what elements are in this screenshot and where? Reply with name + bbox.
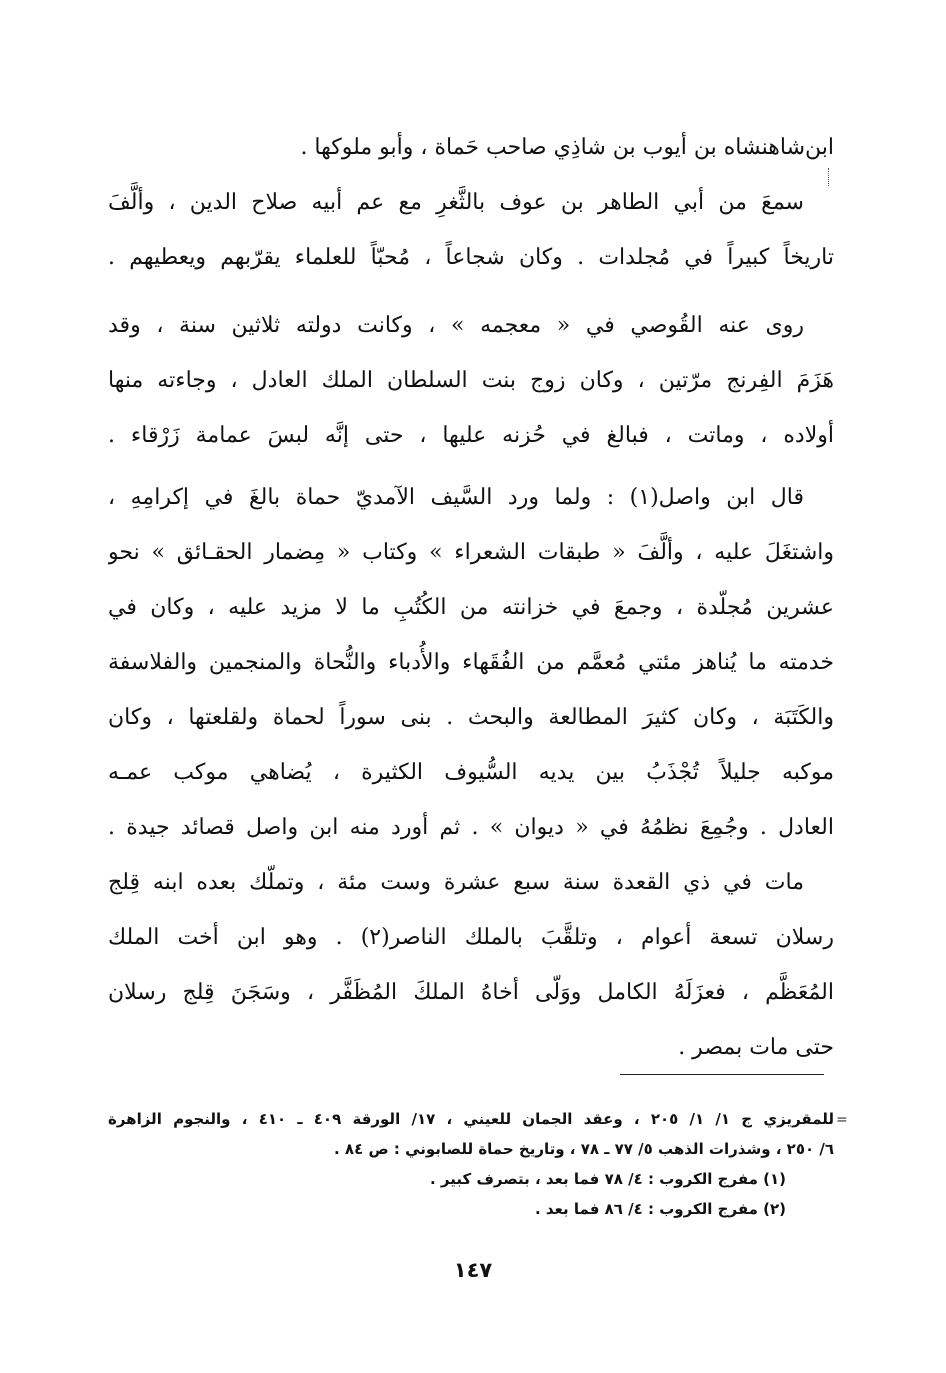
footnote-line: ٦/ ٢٥٠ ، وشذرات الذهب ٥/ ٧٧ ـ ٧٨ ، وتاريخ حماة للصابوني : ص ٨٤ . — [334, 1140, 834, 1158]
footnote-separator — [620, 1074, 824, 1075]
text-line: والكَتَبَة ، وكان كثيرَ المطالعة والبحث . بنى سوراً لحماة ولقلعتها ، وكان — [108, 705, 834, 730]
text-line: تاريخاً كبيراً في مُجلدات . وكان شجاعاً ، مُحبّاً للعلماء يقرّبهم ويعطيهم . — [108, 245, 834, 270]
footnote-line: (١) مفرج الكروب : ٤/ ٧٨ فما بعد ، بتصرف كبير . — [430, 1170, 786, 1188]
text-line: مات في ذي القعدة سنة سبع عشرة وست مئة ، وتملّك بعده ابنه قِلج — [108, 870, 804, 895]
footnotes — [108, 1104, 834, 1224]
text-line: خدمته ما يُناهز مئتي مُعمَّم من الفُقَهاء والأُدباء والنُّحاة والمنجمين والفلاسفة — [108, 650, 834, 675]
text-line: عشرين مُجلّدة ، وجمعَ في خزانته من الكُتُبِ ما لا مزيد عليه ، وكان في — [108, 595, 834, 620]
footnote-line: للمقريزي ج ١/ ١/ ٢٠٥ ، وعقد الجمان للعيني ، ١٧/ الورقة ٤٠٩ ـ ٤١٠ ، والنجوم الزاهرة — [108, 1110, 835, 1128]
text-line: سمعَ من أبي الطاهر بن عوف بالثَّغرِ مع عم أبيه صلاح الدين ، وألَّفَ — [108, 190, 804, 215]
text-line: هَزَمَ الفِرنج مرّتين ، وكان زوج بنت السلطان الملك العادل ، وجاءته منها — [108, 368, 834, 393]
paragraph-4 — [108, 855, 834, 1075]
text-line: روى عنه القُوصي في « معجمه » ، وكانت دولته ثلاثين سنة ، وقد — [108, 313, 804, 338]
footnote-line: (٢) مفرج الكروب : ٤/ ٨٦ فما بعد . — [534, 1200, 786, 1218]
footnote-continuation-marker: = — [836, 1112, 848, 1128]
text-line: أولاده ، وماتت ، فبالغ في حُزنه عليها ، حتى إنَّه لبسَ عمامة زَرْقاء . — [108, 423, 834, 448]
text-line: قال ابن واصل(١) : ولما ورد السَّيف الآمديّ حماة بالغَ في إكرامِهِ ، — [108, 485, 804, 510]
text-line: موكبه جليلاً تُجْذَبُ بين يديه السُّيوف الكثيرة ، يُضاهي موكب عمـه — [108, 760, 834, 785]
paragraph-1 — [108, 120, 834, 285]
paragraph-2 — [108, 298, 834, 463]
text-line: العادل . وجُمِعَ نظمُهُ في « ديوان » . ثم أورد منه ابن واصل قصائد جيدة . — [108, 815, 834, 840]
text-line: واشتغَلَ عليه ، وألَّفَ « طبقات الشعراء » وكتاب « مِضمار الحقـائق » نحو — [108, 540, 834, 565]
text-line: ابن‌شاهنشاه بن أيوب بن شاذِي صاحب حَماة ، وأبو ملوكها . — [300, 135, 834, 160]
text-line: المُعَظَّم ، فعزَلَهُ الكامل ووَلّى أخاهُ الملكَ المُظَفَّر ، وسَجَنَ قِلج رسلان — [108, 980, 834, 1005]
text-line: حتى مات بمصر . — [678, 1035, 834, 1060]
page-number: ١٤٧ — [453, 1258, 493, 1282]
text-line: رسلان تسعة أعوام ، وتلقَّبَ بالملك الناصر(٢) . وهو ابن أخت الملك — [108, 925, 834, 950]
paragraph-3 — [108, 470, 834, 855]
